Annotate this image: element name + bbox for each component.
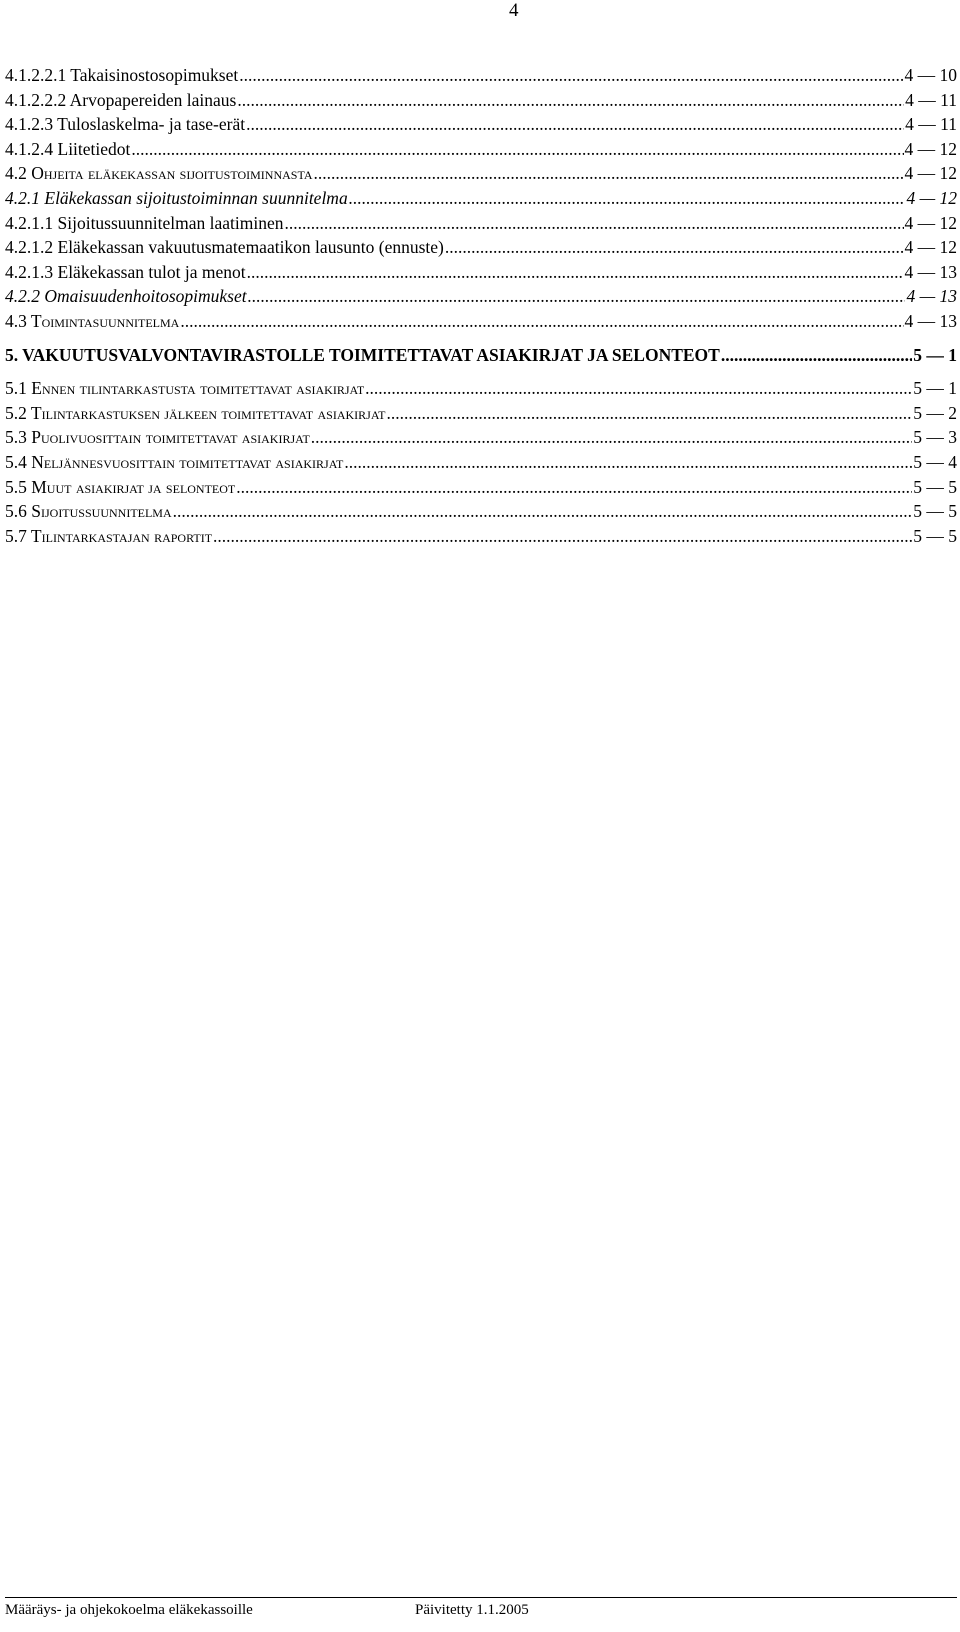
toc-entry-title: 4.1.2.3 Tuloslaskelma- ja tase-erät: [5, 114, 246, 135]
toc-leader-dots: [314, 163, 904, 184]
toc-entry-page: 4 — 11: [905, 89, 957, 110]
toc-entry-page: 4 — 12: [904, 237, 957, 258]
toc-leader-dots: [349, 188, 906, 209]
toc-entry[interactable]: [5, 90, 957, 115]
toc-entry-title: 5. VAKUUTUSVALVONTAVIRASTOLLE TOIMITETTAVAT ASIAKIRJAT JA SELONTEOT: [5, 344, 720, 365]
toc-entry-page: 4 — 12: [906, 187, 957, 208]
toc-leader-dots: [173, 501, 913, 522]
toc-entry-page: 4 — 12: [904, 212, 957, 233]
toc-leader-dots: [285, 213, 904, 234]
toc-entry-page: 4 — 13: [904, 261, 957, 282]
toc-entry-page: 5 — 5: [913, 501, 957, 522]
toc-leader-dots: [344, 452, 912, 473]
toc-leader-dots: [721, 345, 912, 366]
toc-leader-dots: [386, 403, 912, 424]
toc-entry[interactable]: [5, 477, 957, 502]
toc-leader-dots: [246, 114, 904, 135]
toc-entry-title: 4.3 Toimintasuunnitelma: [5, 310, 180, 331]
toc-entry[interactable]: [5, 139, 957, 164]
toc-entry-title: 4.2.2 Omaisuudenhoitosopimukset: [5, 286, 247, 307]
toc-entry[interactable]: [5, 311, 957, 336]
toc-entry-page: 5 — 5: [913, 476, 957, 497]
toc-entry-title: 5.4 Neljännesvuosittain toimitettavat asiakirjat: [5, 451, 344, 472]
toc-entry-page: 5 — 5: [913, 525, 957, 546]
toc-entry-page: 4 — 10: [904, 65, 957, 85]
toc-entry[interactable]: [5, 237, 957, 262]
toc-entry-title: 4.2.1.1 Sijoitussuunnitelman laatiminen: [5, 212, 284, 233]
toc-entry-page: 5 — 2: [913, 402, 957, 423]
toc-entry[interactable]: [5, 65, 957, 90]
toc-leader-dots: [237, 90, 904, 111]
toc-entry[interactable]: [5, 427, 957, 452]
toc-entry[interactable]: [5, 163, 957, 188]
toc-entry-page: 4 — 12: [904, 163, 957, 184]
toc-entry-title: 4.2 Ohjeita eläkekassan sijoitustoiminnasta: [5, 163, 313, 184]
toc-entry-title: 5.2 Tilintarkastuksen jälkeen toimitettavat asiakirjat: [5, 402, 386, 423]
page-footer: [5, 1597, 957, 1618]
toc-entry-title: 5.1 Ennen tilintarkastusta toimitettavat asiakirjat: [5, 378, 365, 399]
toc-leader-dots: [365, 378, 912, 399]
toc-entry-title: 5.3 Puolivuosittain toimitettavat asiakirjat: [5, 427, 310, 448]
toc-entry-page: 5 — 1: [913, 378, 957, 399]
toc-entry[interactable]: [5, 378, 957, 403]
toc-entry-title: 5.7 Tilintarkastajan raportit: [5, 525, 213, 546]
toc-entry-page: 4 — 13: [906, 286, 957, 307]
toc-entry-title: 5.5 Muut asiakirjat ja selonteot: [5, 476, 236, 497]
toc-leader-dots: [213, 526, 912, 547]
toc-leader-dots: [131, 139, 903, 160]
toc-leader-dots: [236, 477, 912, 498]
toc-entry-page: 4 — 11: [905, 114, 957, 135]
toc-entry[interactable]: [5, 501, 957, 526]
toc-chapter-entry[interactable]: [5, 345, 957, 370]
toc-leader-dots: [180, 311, 903, 332]
toc-entry-title: 4.1.2.2.2 Arvopapereiden lainaus: [5, 89, 237, 110]
table-of-contents: [5, 65, 957, 550]
toc-entry-page: 4 — 12: [904, 138, 957, 159]
toc-entry-title: 4.2.1.2 Eläkekassan vakuutusmatemaatikon lausunto (ennuste): [5, 237, 444, 258]
toc-leader-dots: [239, 65, 903, 86]
toc-entry[interactable]: [5, 213, 957, 238]
toc-entry-page: 5 — 4: [913, 451, 957, 472]
toc-entry[interactable]: [5, 286, 957, 311]
footer-divider: [5, 1597, 957, 1598]
footer-updated-date: Päivitetty 1.1.2005: [415, 1602, 529, 1618]
toc-entry[interactable]: [5, 526, 957, 551]
toc-leader-dots: [248, 286, 906, 307]
toc-entry[interactable]: [5, 188, 957, 213]
toc-entry-title: 4.1.2.2.1 Takaisinostosopimukset: [5, 65, 239, 85]
toc-leader-dots: [311, 427, 912, 448]
toc-leader-dots: [247, 262, 904, 283]
toc-entry-title: 4.1.2.4 Liitetiedot: [5, 138, 131, 159]
toc-entry[interactable]: [5, 452, 957, 477]
toc-entry-title: 5.6 Sijoitussuunnitelma: [5, 501, 172, 522]
toc-entry[interactable]: [5, 403, 957, 428]
toc-entry-page: 5 — 3: [913, 427, 957, 448]
toc-entry[interactable]: [5, 262, 957, 287]
toc-entry-title: 4.2.1 Eläkekassan sijoitustoiminnan suunnitelma: [5, 187, 348, 208]
toc-leader-dots: [445, 237, 904, 258]
toc-entry-page: 5 — 1: [913, 344, 957, 365]
footer-publication-title: Määräys- ja ohjekokoelma eläkekassoille: [5, 1602, 253, 1618]
toc-entry-page: 4 — 13: [904, 310, 957, 331]
page-number: 4: [509, 0, 519, 21]
toc-entry-title: 4.2.1.3 Eläkekassan tulot ja menot: [5, 261, 246, 282]
toc-entry[interactable]: [5, 114, 957, 139]
